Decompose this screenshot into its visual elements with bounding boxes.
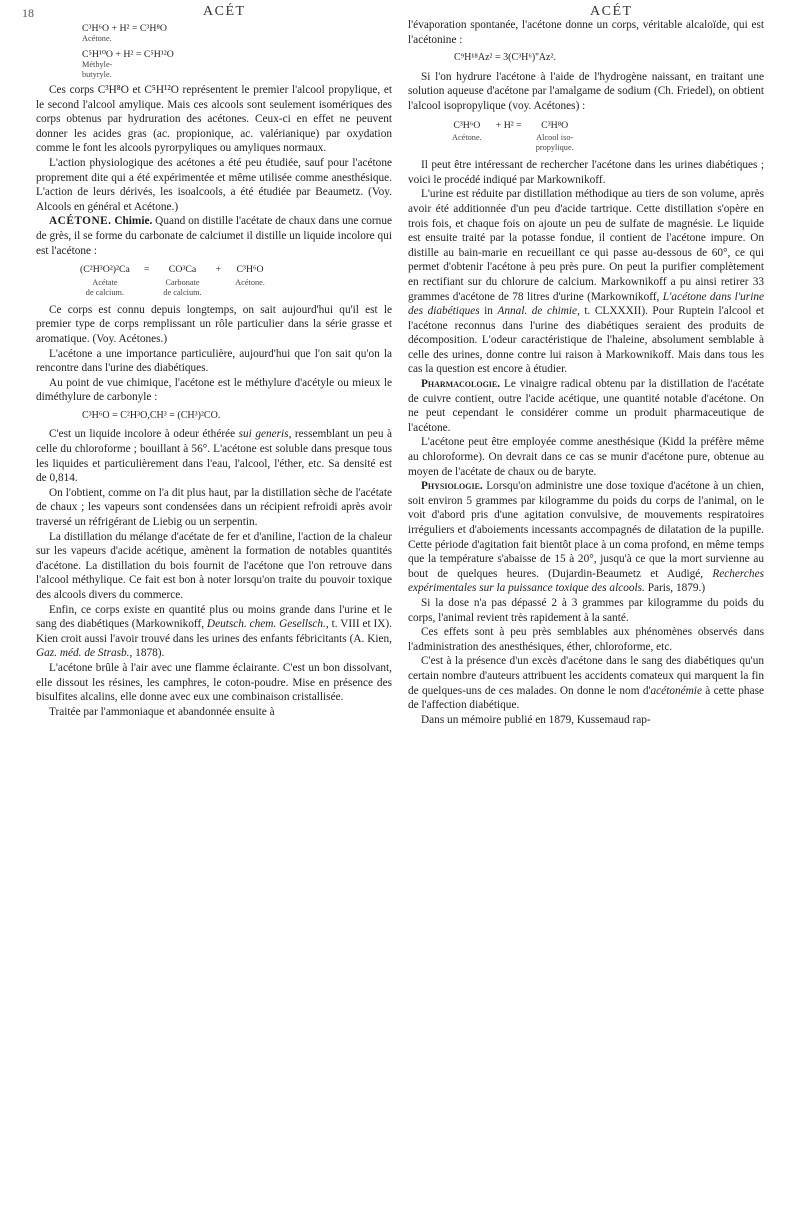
paragraph: l'évaporation spontanée, l'acétone donne un corps, véritable alcaloïde, qui est l'acétonine :: [408, 19, 764, 46]
formula-label: Acétone.: [235, 277, 265, 287]
formula-methylbutyryle: [82, 49, 392, 80]
entry-acetone: [36, 214, 392, 258]
formula-label: Alcool iso-: [536, 133, 574, 143]
running-head-right: ACÉT: [590, 4, 633, 19]
formula-term: C³H⁶O: [236, 264, 264, 276]
section-heading-chimie: Chimie.: [114, 215, 153, 228]
formula-label: de calcium.: [163, 287, 202, 297]
paragraph: Ces corps C³H⁸O et C⁵H¹²O représentent le premier l'alcool propylique, et le second l'alcool amylique. Mais ces alcools sont seulement isomériques des corps obtenus par hydruration des acétones. Ceux-ci en effet ne peuvent donner les acides gras (ac. propionique, ac. valérianique) par oxydation comme le font les alcools pyrorpyliques ou amyliques normaux.: [36, 84, 392, 155]
paragraph: On l'obtient, comme on l'a dit plus haut, par la distillation sèche de l'acétate de chaux ; les vapeurs sont condensées dans un récipient refroidi après avoir traversé un réfrigérant de Liebig ou un serpentin.: [36, 486, 392, 529]
left-column: [36, 18, 392, 1210]
paragraph: L'acétone peut être employée comme anesthésique (Kidd la préfère même au chloroforme). On devrait dans ce cas se munir d'acétone pure, obtenue au moyen de l'acétate de chaux ou de baryte.: [408, 436, 764, 478]
paragraph: L'urine est réduite par distillation méthodique au tiers de son volume, après avoir été additionnée d'un peu d'acide tartrique. Cette distillation s'opère en trois fois, et chaque fois on ajoute un peu de sulfate de magnésie. Le liquide est ensuite traité par la potasse fondue, il contient de l'acétone impure. On distille au bain-marie en recueillant ce qui passe au-dessous de 60°, ce qui permet d'obtenir l'acétone à peu près pure. On peut la purifier complètement en rectifiant sur du chlorure de calcium. Markownikoff a pu ainsi retirer 33 grammes d'acétone de 78 litres d'urine (Markownikoff, L'acétone dans l'urine des diabétiques in Annal. de chimie, t. CLXXXII). Pour Ruptein l'alcool et l'acétone reconnus dans l'urine des diabétiques seraient des produits de décomposition. L'odeur caractéristique de l'haleine, absolument semblable à celle des urines, donne contre lui raison à Markownikoff. Mais dans tous les cas la question est encore à étudier.: [408, 188, 764, 376]
formula-label: propylique.: [535, 143, 574, 153]
paragraph: Enfin, ce corps existe en quantité plus ou moins grande dans l'urine et le sang des diabétiques (Markownikoff, Deutsch. chem. Gesellsch., t. VIII et IX). Kien croit aussi l'avoir trouvé dans les urines des enfants fébricitants (A. Kien, Gaz. méd. de Strasb., 1878).: [36, 603, 392, 660]
paragraph: Ces effets sont à peu près semblables aux phénomènes observés dans l'administration des anesthésiques, éther, chloroforme, etc.: [408, 626, 764, 653]
paragraph: Si l'on hydrure l'acétone à l'aide de l'hydrogène naissant, en traitant une solution aqueuse d'acétone par l'amalgame de sodium (Ch. Friedel), on obtient l'alcool isopropylique (voy. Acétones) :: [408, 70, 764, 112]
section-physiologie: Physiologie. Lorsqu'on administre une dose toxique d'acétone à un chien, soit environ 5 grammes par kilogramme du poids du corps de l'animal, on le voit d'abord pris d'une agitation convulsive, de mouvements respiratoires irréguliers et d'aboiements incessants accompagnés de dilatation de la pupille. Cette période d'agitation fait bientôt place à un coma profond, en même temps que la température s'abaisse de 15 à 20°, jusqu'à ce que la mort survienne au bout de quelques heures. (Dujardin-Beaumetz et Audigé, Recherches expérimentales sur la puissance toxique des alcools. Paris, 1879.): [408, 480, 764, 595]
formula-term: C³H⁸O: [541, 119, 569, 131]
paragraph: Ce corps est connu depuis longtemps, on sait aujourd'hui qu'il est le premier type de corps remplissant un rôle particulier dans la série grasse et aromatique. (Voy. Acétones.): [36, 303, 392, 345]
formula-term: CO³Ca: [168, 264, 197, 276]
section-pharmacologie: Pharmacologie. Le vinaigre radical obtenu par la distillation de l'acétate de cuivre contient, outre l'acide acétique, une quantité notable d'acétone. On ne peut cependant le considérer comme un produit pharmaceutique de l'acétone.: [408, 378, 764, 434]
formula-label: butyryle.: [82, 70, 112, 79]
formula-term: C³H⁶O: [453, 119, 481, 131]
formula-dimethylure: C³H⁶O = C²H³O,CH³ = (CH³)²CO.: [82, 409, 221, 421]
formula-label: de calcium.: [85, 287, 125, 297]
formula-acetonine: C⁹H¹⁸Az² = 3(C³H⁶)''Az².: [454, 52, 556, 64]
page-number: 18: [22, 6, 34, 20]
paragraph: Dans un mémoire publié en 1879, Kussemaud rap-: [421, 713, 651, 726]
paragraph: L'acétone a une importance particulière, aujourd'hui que l'on sait qu'on la rencontre dans l'urine des diabétiques.: [36, 347, 392, 375]
formula-term: (C²H³O²)²Ca: [80, 264, 130, 276]
formula-operator: =: [143, 264, 150, 276]
paragraph: C'est à la présence d'un excès d'acétone dans le sang des diabétiques qu'un certain nombre d'auteurs attribuent les accidents comateux qui marquent la fin de quelques-uns de ces malades. On donne le nom d'acétonémie à cette phase de l'affection diabétique.: [408, 655, 764, 712]
formula-equation: C⁵H¹⁰O + H² = C⁵H¹²O: [82, 49, 174, 60]
paragraph: Traitée par l'ammoniaque et abandonnée ensuite à: [49, 705, 275, 718]
formula-acetone-hydruration: [82, 23, 392, 44]
reaction-acetate-calcium: [80, 263, 279, 298]
paragraph: La distillation du mélange d'acétate de fer et d'aniline, l'action de la chaleur sur les vapeurs d'acide acétique, amènent la formation de notables quantités d'acétone. La distillation du bois fournit de l'acétone que l'on retrouve dans l'alcool méthylique. Ce fait est bon à noter lorsqu'on traite du pouvoir toxique des alcools divers du commerce.: [36, 530, 392, 601]
formula-label: Méthyle-: [82, 60, 113, 69]
formula-equation: C³H⁶O + H² = C³H⁸O: [82, 23, 167, 34]
paragraph: L'acétone brûle à l'air avec une flamme éclairante. C'est un bon dissolvant, elle dissout les résines, les camphres, le coton-poudre. Mise en présence des bisulfites alcalins, elle donne avec eux une combinaison cristallisée.: [36, 661, 392, 704]
formula-label: Acétone.: [82, 34, 112, 43]
right-column: [408, 18, 764, 1210]
formula-label: Acétone.: [452, 133, 482, 143]
entry-heading: ACÉTONE.: [49, 215, 112, 228]
section-heading-pharmacologie: Pharmacologie.: [421, 378, 501, 391]
paragraph: L'action physiologique des acétones a été peu étudiée, sauf pour l'acétone proprement dite qui a été expérimentée et même utilisée comme anesthésique. L'action de leurs dérivés, les isoalcools, a été étudiée par Beaumetz. (Voy. Alcools en général et Acétone.): [36, 156, 392, 213]
formula-label: Carbonate: [165, 277, 200, 287]
running-head-left: ACÉT: [203, 4, 246, 19]
paragraph: Au point de vue chimique, l'acétone est le méthylure d'acétyle ou mieux le diméthylure de carbonyle :: [36, 376, 392, 404]
paragraph: C'est un liquide incolore à odeur éthérée sui generis, ressemblant un peu à celle du chloroforme ; bouillant à 56°. L'acétone est soluble dans presque tous les liquides et particulièrement dans l'eau, l'alcool, l'éther, etc. Sa densité est de 0,814.: [36, 428, 392, 485]
paragraph: Il peut être intéressant de rechercher l'acétone dans les urines diabétiques ; voici le procédé indiqué par Markownikoff.: [408, 159, 764, 186]
formula-operator: +: [215, 264, 222, 276]
paragraph-text: Quand on distille l'acétate de chaux dans une cornue de grès, il se forme du carbonate de calciumet il distille un liquide incolore qui est l'acétone :: [36, 215, 392, 257]
formula-operator: + H² =: [495, 119, 522, 131]
section-heading-physiologie: Physiologie.: [421, 480, 483, 493]
formula-label: Acétate: [92, 277, 118, 287]
reaction-isopropylique: [452, 119, 588, 154]
paragraph: Si la dose n'a pas dépassé 2 à 3 grammes par kilogramme du poids du corps, l'animal revient très rapidement à la santé.: [408, 596, 764, 624]
